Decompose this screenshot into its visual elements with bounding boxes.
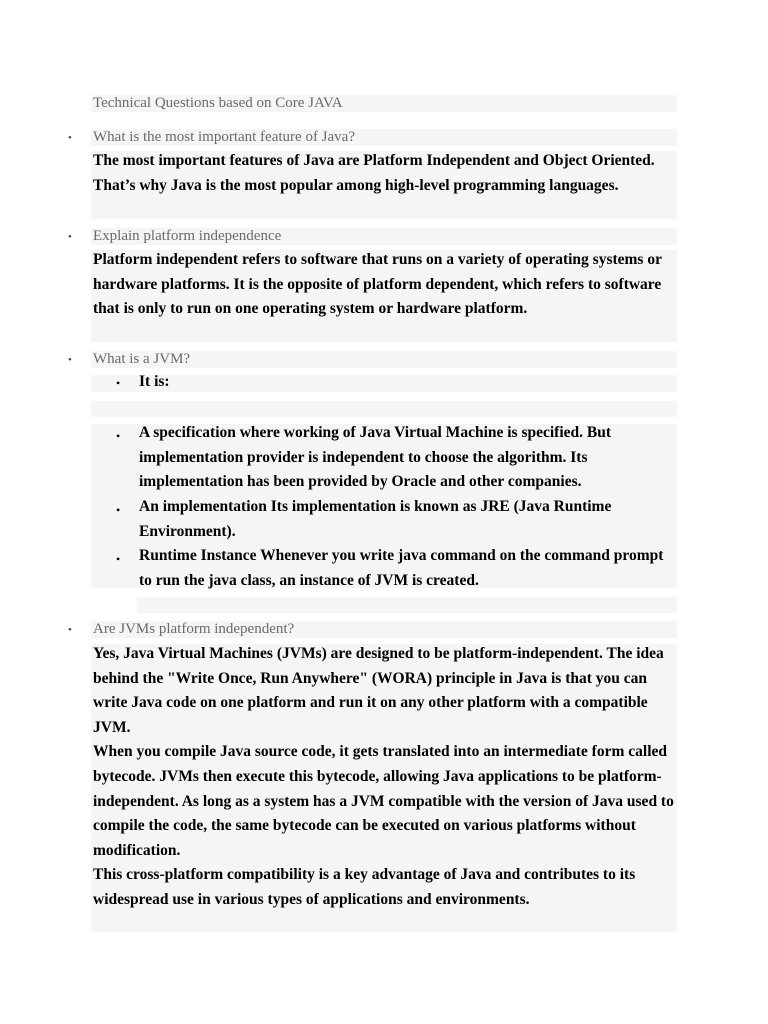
answer-line: compile the code, the same bytecode can be executed on various platforms without [93, 817, 636, 835]
spacer-shade [91, 401, 677, 417]
item-line: A specification where working of Java Virtual Machine is specified. But [139, 424, 612, 441]
document-title: Technical Questions based on Core JAVA [93, 95, 343, 111]
bullet-marker: • [116, 429, 121, 443]
bullet-marker: • [116, 376, 121, 390]
answer-line: modification. [93, 841, 181, 859]
answer-line: behind the "Write Once, Run Anywhere" (WORA) principle in Java is that you can [93, 669, 648, 687]
bullet-marker: • [68, 354, 72, 366]
question-4: Are JVMs platform independent? [93, 621, 295, 637]
answer-1 [93, 149, 655, 198]
answer-line: The most important features of Java are Platform Independent and Object Oriented. [93, 152, 655, 169]
answer-2 [93, 248, 662, 322]
bullet-marker: • [116, 552, 121, 566]
spacer-shade [137, 597, 677, 613]
bullet-marker: • [68, 132, 72, 144]
bullet-marker: • [116, 503, 121, 517]
answer-line: hardware platforms. It is the opposite of platform dependent, which refers to software [93, 275, 662, 293]
answer-line: widespread use in various types of applications and environments. [93, 890, 530, 908]
answer-line: write Java code on one platform and run it on any other platform with a compatible [93, 694, 648, 712]
item-line: Environment). [139, 522, 236, 540]
answer-line: When you compile Java source code, it gets translated into an intermediate form called [93, 743, 667, 761]
item-line: to run the java class, an instance of JVM is created. [139, 571, 479, 589]
answer-line: independent. As long as a system has a JVM compatible with the version of Java used to [93, 792, 674, 810]
answer-line: This cross-platform compatibility is a key advantage of Java and contributes to its [93, 866, 636, 884]
bullet-marker: • [68, 624, 72, 636]
answer-line: That’s why Java is the most popular among high-level programming languages. [93, 176, 619, 194]
answer-line: Yes, Java Virtual Machines (JVMs) are designed to be platform-independent. The idea [93, 645, 664, 662]
intro-shade [91, 375, 677, 392]
question-2: Explain platform independence [93, 228, 282, 244]
jvm-item-2 [139, 495, 611, 544]
answer-line: bytecode. JVMs then execute this bytecode, allowing Java applications to be platform- [93, 767, 662, 785]
question-3: What is a JVM? [93, 351, 191, 367]
item-line: An implementation Its implementation is known as JRE (Java Runtime [139, 498, 612, 515]
jvm-intro: It is: [139, 373, 170, 390]
question-1: What is the most important feature of Java? [93, 129, 355, 145]
answer-line: Platform independent refers to software that runs on a variety of operating systems or [93, 251, 662, 268]
item-line: implementation has been provided by Oracle and other companies. [139, 473, 582, 491]
answer-line: JVM. [93, 718, 131, 736]
jvm-item-3 [139, 544, 663, 593]
answer-4 [93, 642, 674, 913]
bullet-marker: • [68, 231, 72, 243]
answer-line: that is only to run on one operating system or hardware platform. [93, 300, 528, 318]
jvm-item-1 [139, 421, 611, 495]
item-line: implementation provider is independent to choose the algorithm. Its [139, 448, 588, 466]
item-line: Runtime Instance Whenever you write java command on the command prompt [139, 547, 664, 564]
